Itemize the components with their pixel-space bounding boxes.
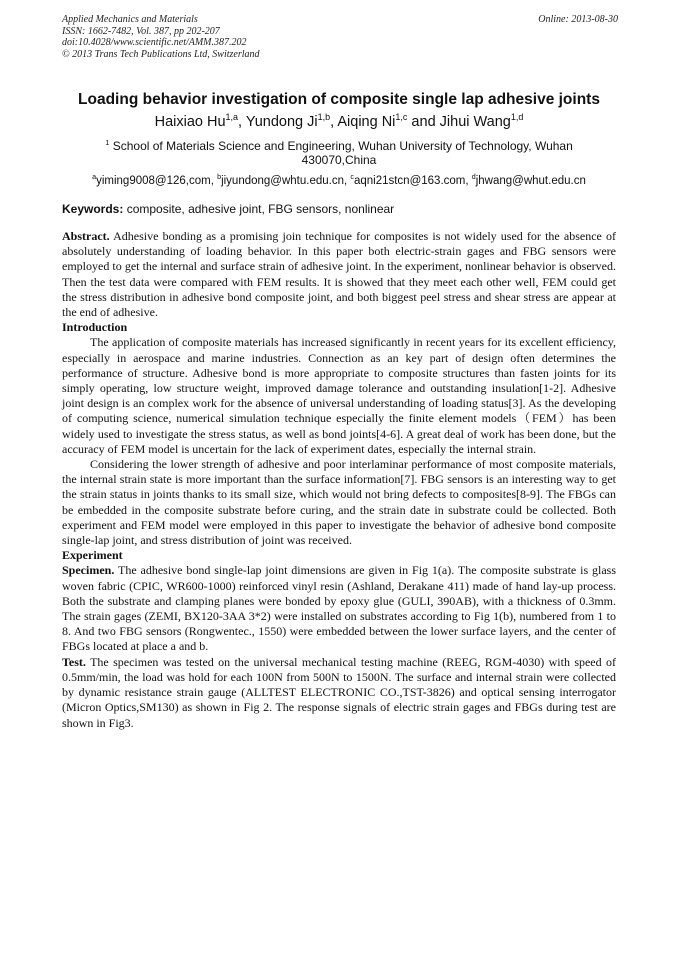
author-list xyxy=(40,113,638,131)
author-superscript: 1,a xyxy=(225,112,239,123)
author-name: Yundong Ji xyxy=(245,114,318,130)
author-name: Haixiao Hu xyxy=(154,114,226,130)
keywords-text: composite, adhesive joint, FBG sensors, nonlinear xyxy=(126,202,395,216)
author-name: Aiqing Ni xyxy=(337,114,396,130)
affiliation-superscript: 1 xyxy=(105,138,110,147)
copyright-line: © 2013 Trans Tech Publications Ltd, Switzerland xyxy=(62,48,260,60)
specimen-text: The adhesive bond single-lap joint dimensions are given in Fig 1(a). The composite substrate is glass woven fabric (CPIC, WR600-1000) reinforced vinyl resin (Ashland, Derakane 411) made of hand lay-up process. Both the substrate and clamping planes were bonded by epoxy glue (GULI, 390AB), with a thickness of 0.3mm. The strain gages (ZEMI, BX120-3AA 3*2) were installed on substrates according to Fig 1(b), numbered from 1 to 8. And two FBG sensors (Rongwentec., 1550) were embedded between the lower surface layers, and the center of FBGs located at place a and b. xyxy=(62,563,616,654)
email-superscript: c xyxy=(350,173,354,182)
abstract-label: Abstract. xyxy=(62,229,110,243)
introduction-heading: Introduction xyxy=(62,320,128,335)
journal-header xyxy=(62,14,618,60)
author-separator: , xyxy=(330,114,338,130)
test-text: The specimen was tested on the universal mechanical testing machine (REEG, RGM-4030) with speed of 0.5mm/min, the load was hold for each 100N from 500N to 1500N. The surface and internal strain were collected by dynamic resistance strain gauge (ALLTEST ELECTRONIC CO.,TST-3826) and optical sensing interrogator (Micron Optics,SM130) as shown in Fig 2. The response signals of electric strain gages and FBGs during test are shown in Fig3. xyxy=(62,654,616,730)
author-superscript: 1,d xyxy=(510,112,524,123)
email-address[interactable]: jhwang@whut.edu.cn xyxy=(475,175,586,187)
email-superscript: b xyxy=(217,173,222,182)
keywords xyxy=(62,202,618,216)
email-list xyxy=(40,174,638,188)
test-paragraph xyxy=(62,655,616,731)
email-address[interactable]: aqni21stcn@163.com, xyxy=(353,175,472,187)
email-address[interactable]: yiming9008@126,com, xyxy=(96,175,218,187)
affiliation-text: School of Materials Science and Engineering, Wuhan University of Technology, Wuhan 430070,China xyxy=(112,139,573,167)
author-name: Jihui Wang xyxy=(439,114,511,130)
experiment-heading: Experiment xyxy=(62,548,123,563)
author-separator: and xyxy=(407,114,440,130)
test-label: Test. xyxy=(62,654,86,669)
specimen-label: Specimen. xyxy=(62,563,115,578)
author-superscript: 1,c xyxy=(395,112,408,123)
abstract-text: Adhesive bonding as a promising join technique for composites is not widely used for the absence of absolutely understanding of loading behavior. In this paper both electric-strain gages and FBG sensors were employed to get the internal and surface strain of adhesive joint. In the experiment, nonlinear behavior is observed. Then the test data were compared with FEM results. It is showed that they meet each other well, FEM could get the stress distribution in adhesive bond composite joint, and both biggest peel stress and shear stress are appear at the end of adhesive. xyxy=(62,229,616,320)
email-superscript: a xyxy=(92,173,97,182)
affiliation xyxy=(80,139,598,167)
issn-line: ISSN: 1662-7482, Vol. 387, pp 202-207 xyxy=(62,25,220,37)
paper-body xyxy=(62,229,616,731)
email-superscript: d xyxy=(471,173,476,182)
introduction-paragraph-1: The application of composite materials has increased significantly in recent years for its excellent efficiency, especially in aerospace and marine industries. Connection as an key part of design often determines the performance of structure. Adhesive bond is more appropriate to composite structures than fasten joints for its simply operating, low structure weight, improved damage tolerance and outstanding insulation[1-2]. Adhesive joint design is an complex work for the absence of universal understanding of loading status[3]. As the developing of computing science, numerical simulation technique especially the finite element models（FEM）has been widely used to investigate the stress status, as well as bond joints[4-6]. A great deal of work has been done, but the accuracy of FEM model is uncertain for the lack of experiment dates, especially the internal strain. xyxy=(62,335,616,456)
paper-title: Loading behavior investigation of composite single lap adhesive joints xyxy=(78,91,600,108)
author-separator: , xyxy=(238,114,246,130)
journal-name: Applied Mechanics and Materials xyxy=(62,14,198,25)
introduction-paragraph-2: Considering the lower strength of adhesive and poor interlaminar performance of most composite materials, the internal strain state is more important than the surface information[7]. FBG sensors is an interesting way to get the strain status in joints thanks to its small size, which would not bring defects to composites[8-9]. The FBGs can be embedded in the composite substrate before curing, and the strain date in substrate could be collected. Both experiment and FEM model were employed in this paper to investigate the behavior of adhesive bond composite single-lap joint, and stress distribution of joint was received. xyxy=(62,457,616,548)
email-address[interactable]: jiyundong@whtu.edu.cn, xyxy=(221,175,351,187)
author-superscript: 1,b xyxy=(317,112,331,123)
specimen-paragraph xyxy=(62,563,616,654)
online-date: Online: 2013-08-30 xyxy=(538,14,618,25)
doi-line[interactable]: doi:10.4028/www.scientific.net/AMM.387.202 xyxy=(62,37,247,48)
keywords-label: Keywords: xyxy=(62,202,124,216)
abstract-paragraph xyxy=(62,229,616,320)
